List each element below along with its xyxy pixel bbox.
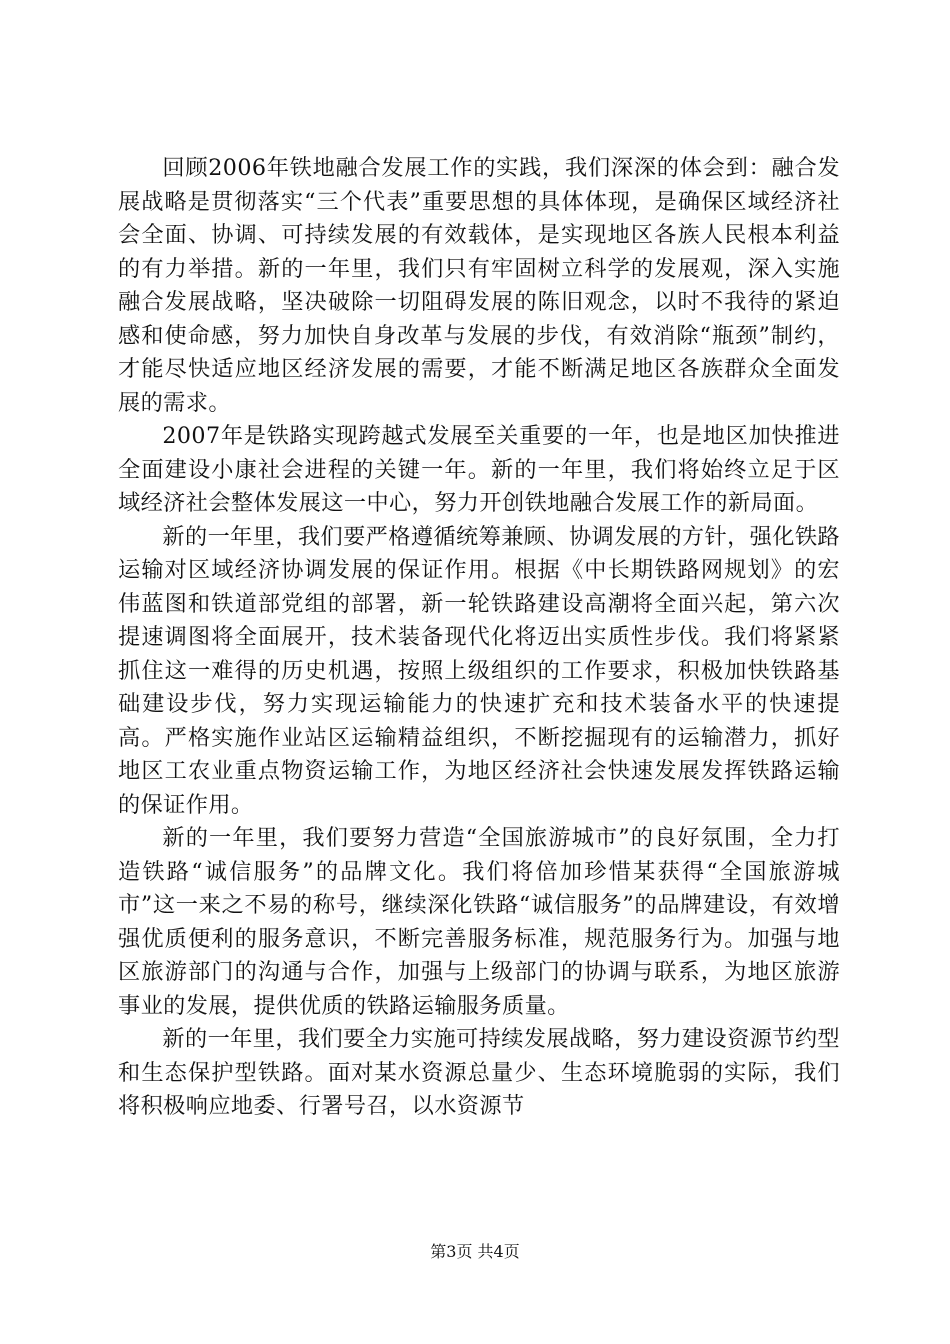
paragraph-1: 回顾2006年铁地融合发展工作的实践，我们深深的体会到：融合发展战略是贯彻落实“三个代表”重要思想的具体体现，是确保区域经济社会全面、协调、可持续发展的有效载体，是实现地区各族人民根本利益的有力举措。新的一年里，我们只有牢固树立科学的发展观，深入实施融合发展战略，坚决破除一切阻碍发展的陈旧观念，以时不我待的紧迫感和使命感，努力加快自身改革与发展的步伐，有效消除“瓶颈”制约，才能尽快适应地区经济发展的需要，才能不断满足地区各族群众全面发展的需求。	[118, 155, 840, 416]
paragraph-4: 新的一年里，我们要努力营造“全国旅游城市”的良好氛围，全力打造铁路“诚信服务”的品牌文化。我们将倍加珍惜某获得“全国旅游城市”这一来之不易的称号，继续深化铁路“诚信服务”的品牌建设，有效增强优质便利的服务意识，不断完善服务标准，规范服务行为。加强与地区旅游部门的沟通与合作，加强与上级部门的协调与联系，为地区旅游事业的发展，提供优质的铁路运输服务质量。	[118, 825, 840, 1019]
paragraph-5: 新的一年里，我们要全力实施可持续发展战略，努力建设资源节约型和生态保护型铁路。面对某水资源总量少、生态环境脆弱的实际，我们将积极响应地委、行署号召，以水资源节	[118, 1026, 841, 1119]
paragraph-3: 新的一年里，我们要严格遵循统筹兼顾、协调发展的方针，强化铁路运输对区域经济协调发展的保证作用。根据《中长期铁路网规划》的宏伟蓝图和铁道部党组的部署，新一轮铁路建设高潮将全面兴起，第六次提速调图将全面展开，技术装备现代化将迈出实质性步伐。我们将紧紧抓住这一难得的历史机遇，按照上级组织的工作要求，积极加快铁路基础建设步伐，努力实现运输能力的快速扩充和技术装备水平的快速提高。严格实施作业站区运输精益组织，不断挖掘现有的运输潜力，抓好地区工农业重点物资运输工作，为地区经济社会快速发展发挥铁路运输的保证作用。	[118, 523, 841, 818]
page-number-footer: 第3页 共4页	[430, 1242, 520, 1261]
paragraph-2: 2007年是铁路实现跨越式发展至关重要的一年，也是地区加快推进全面建设小康社会进程的关键一年。新的一年里，我们将始终立足于区域经济社会整体发展这一中心，努力开创铁地融合发展工作的新局面。	[118, 423, 840, 516]
document-body	[118, 152, 840, 1124]
